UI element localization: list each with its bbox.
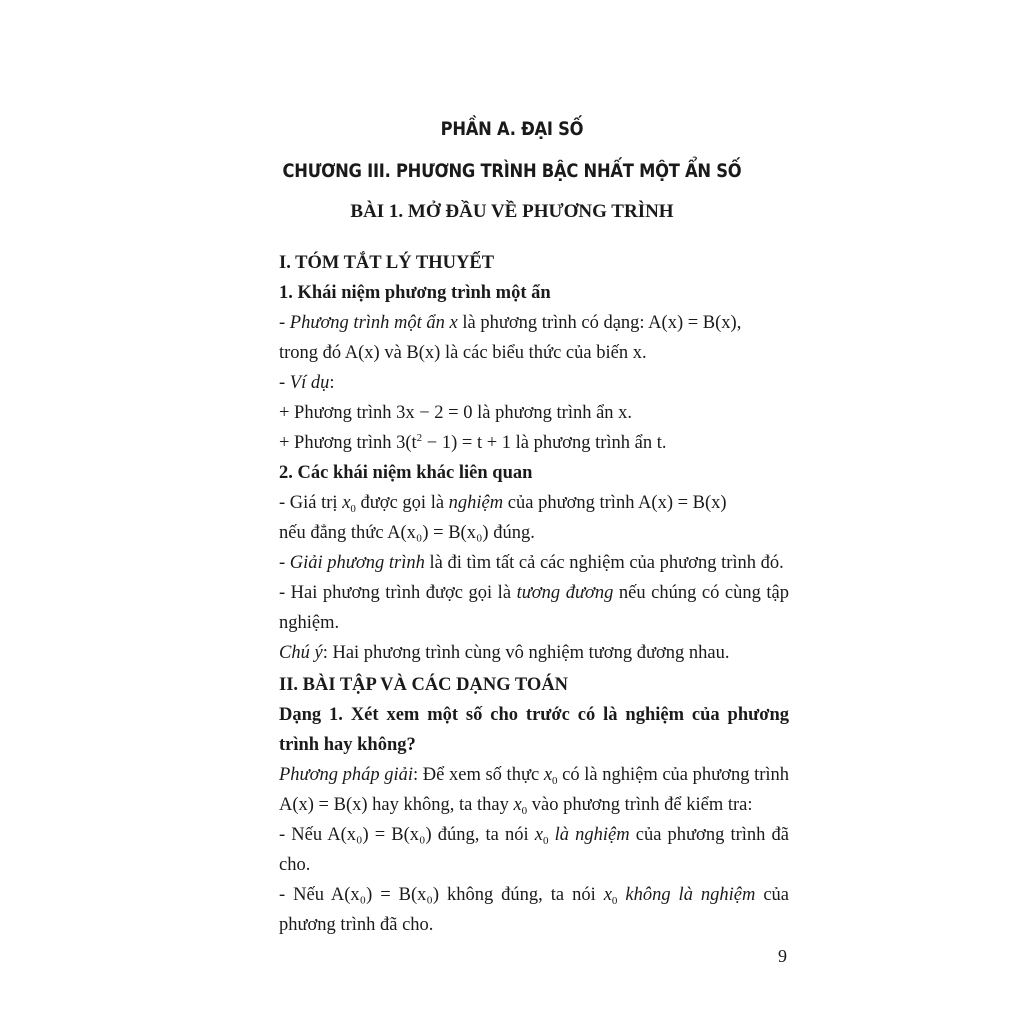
case-1: - Nếu A(x₀) = B(x₀) đúng, ta nói $x_0$ là nghiệm của phương trình đã cho. (279, 825, 789, 875)
example-2: + Phương trình $3(t^2 - 1) = t + 1$ là phương trình ẩn t. (279, 432, 667, 453)
example-label: - Ví dụ: (279, 373, 335, 393)
method-line-2: A(x) = B(x) hay không, ta thay $x_0$ vào phương trình để kiểm tra: (279, 795, 753, 817)
part-title: PHẦN A. ĐẠI SỐ (440, 118, 584, 140)
subsection-1-title: 1. Khái niệm phương trình một ẩn (279, 283, 551, 303)
solution-definition-line-1: - Giá trị $x_0$ được gọi là nghiệm của phương trình A(x) = B(x) (279, 493, 727, 515)
example-1: + Phương trình 3x − 2 = 0 là phương trình ẩn x. (279, 403, 633, 423)
solve-definition: - Giải phương trình là đi tìm tất cả các nghiệm của phương trình đó. (279, 553, 784, 573)
section-1-title: I. TÓM TẮT LÝ THUYẾT (279, 253, 495, 273)
dang-1-title: Dạng 1. Xét xem một số cho trước có là nghiệm của phương trình hay không? (279, 705, 789, 755)
lesson-title: BÀI 1. MỞ ĐẦU VỀ PHƯƠNG TRÌNH (350, 201, 674, 222)
method-line-1: Phương pháp giải: Để xem số thực $x_0$ có là nghiệm của phương trình (279, 765, 790, 787)
section-2-title: II. BÀI TẬP VÀ CÁC DẠNG TOÁN (279, 675, 569, 695)
subsection-2-title: 2. Các khái niệm khác liên quan (279, 463, 533, 483)
equivalence-definition: - Hai phương trình được gọi là tương đương nếu chúng có cùng tập nghiệm. (279, 583, 789, 633)
chapter-title: CHƯƠNG III. PHƯƠNG TRÌNH BẬC NHẤT MỘT ẨN SỐ (282, 160, 742, 182)
page-number: 9 (778, 946, 787, 966)
definition-line-1: - Phương trình một ẩn x là phương trình có dạng: A(x) = B(x), (279, 313, 742, 333)
solution-definition-line-2: nếu đẳng thức A(x₀) = B(x₀) đúng. (279, 523, 535, 543)
note: Chú ý: Hai phương trình cùng vô nghiệm tương đương nhau. (279, 643, 730, 663)
page-content (279, 246, 789, 940)
case-2: - Nếu A(x₀) = B(x₀) không đúng, ta nói $x_0$ không là nghiệm của phương trình đã cho. (279, 885, 790, 935)
definition-line-2: trong đó A(x) và B(x) là các biểu thức của biến x. (279, 343, 647, 363)
